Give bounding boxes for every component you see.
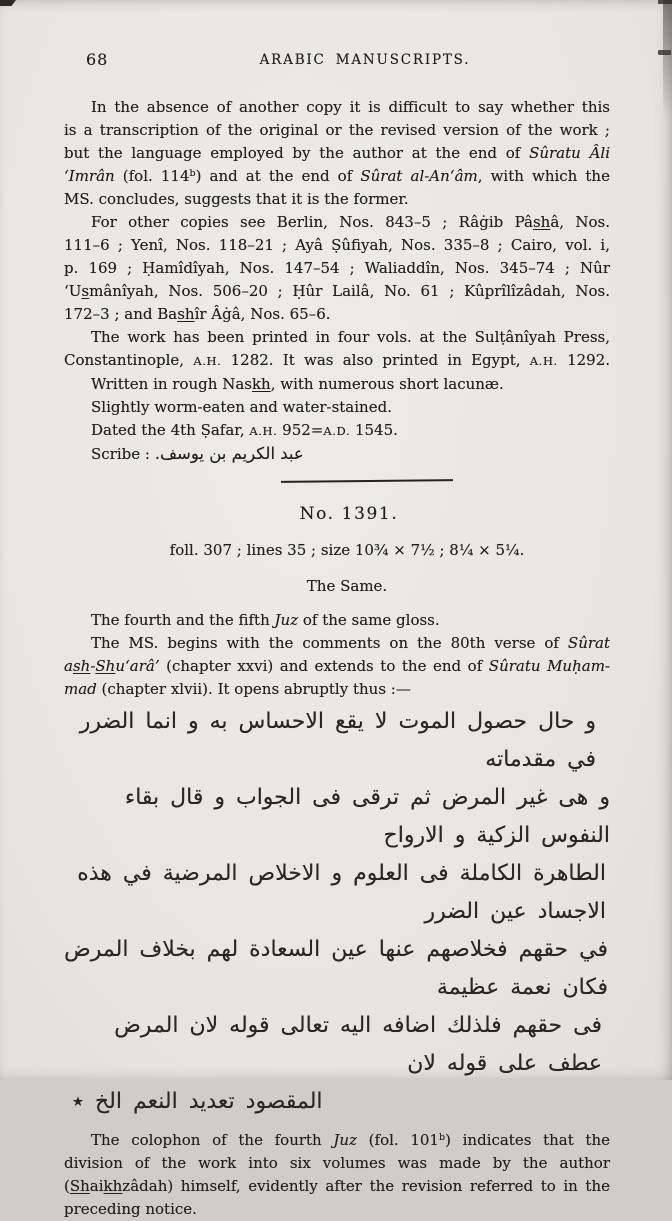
text-segment: ai [89, 1177, 104, 1195]
text-segment: 1545. [350, 421, 398, 439]
text-segment: Juz [274, 611, 299, 629]
text-line [64, 678, 610, 701]
text-line [64, 1175, 610, 1198]
text-segment: 1282. It was also printed in Egypt, [221, 351, 530, 369]
paragraph [64, 396, 610, 419]
text-segment: is a transcription of the original or the revised version of the work ; [64, 121, 610, 139]
text-segment: Sûratu Âli [529, 144, 610, 162]
text-line [64, 188, 610, 211]
paragraph [64, 609, 610, 632]
text-line [64, 142, 610, 165]
text-segment: division of the work into six volumes was made by the author [64, 1154, 610, 1172]
text-segment: but the language employed by the author at the end of [64, 144, 530, 162]
text-segment: The fourth and the fifth [91, 611, 275, 629]
text-segment: a [64, 657, 73, 675]
text-segment: b [438, 1132, 446, 1143]
text-line [64, 1129, 610, 1152]
text-segment: of the same gloss. [298, 611, 440, 629]
text-segment: The colophon of the fourth [91, 1131, 334, 1149]
text-segment: , with which the [477, 167, 610, 185]
text-segment: Sûrat [567, 634, 610, 652]
paragraph [64, 632, 610, 701]
text-segment: kh [103, 1177, 123, 1195]
entry-title: The Same. [306, 577, 388, 595]
running-title: ARABIC MANUSCRIPTS. [259, 52, 471, 68]
text-segment: , with numerous short lacunæ. [270, 375, 504, 393]
arabic-text-line: و حال حصول الموت لا يقع الاحساس به و انما الضرر في مقدماته [79, 709, 596, 772]
text-column [64, 96, 610, 1221]
text-segment: sh [72, 657, 91, 675]
text-segment: 172–3 ; and Ba [64, 305, 178, 323]
text-segment: - [90, 657, 96, 675]
paragraph [64, 443, 610, 466]
text-segment: Juz [333, 1131, 357, 1149]
text-segment: Sûrat al-An‘âm [360, 167, 478, 185]
text-segment: In the absence of another copy it is difficult to say whether this [91, 98, 610, 116]
arabic-inline-text: عبد الكريم بن يوسف. [154, 444, 304, 463]
page-number: 68 [86, 50, 109, 69]
text-segment: zâdah) himself, evidently after the revision referred to in the [122, 1177, 610, 1195]
text-segment: ‘Imrân [64, 167, 115, 185]
text-line [64, 119, 610, 142]
text-segment: (fol. 114 [114, 167, 190, 185]
text-segment: The MS. begins with the comments on the 80th verse of [91, 634, 568, 652]
text-segment: Sh [95, 657, 116, 675]
text-segment: Sûratu Muḥam- [488, 657, 610, 675]
text-segment: A.H. [529, 354, 558, 368]
text-segment: ‘U [64, 282, 82, 300]
scan-artifact-corner [0, 0, 16, 6]
paragraph [64, 373, 610, 396]
text-line [64, 396, 610, 419]
paragraph [64, 419, 610, 443]
text-segment: Scribe : [91, 445, 155, 463]
text-segment: ( [64, 1177, 70, 1195]
arabic-text-line: في حقهم فخلاصهم عنها عين السعادة لهم بخلاف المرض فكان نعمة عظيمة [64, 937, 608, 1000]
text-segment: MS. concludes, suggests that it is the former. [64, 190, 409, 208]
text-segment: For other copies see Berlin, Nos. 843–5 ; Râġib Pâ [91, 213, 533, 231]
text-segment: u‘arâ’ [115, 657, 160, 675]
text-segment: ) and at the end of [195, 167, 361, 185]
arabic-text-line: الطاهرة الكاملة فى العلوم و الاخلاص المرضية في هذه الاجساد عين الضرر [77, 861, 606, 924]
text-line [64, 419, 610, 443]
text-segment: 1292. [557, 351, 611, 369]
text-segment: sh [532, 213, 551, 231]
text-line [64, 1198, 610, 1221]
text-segment: s [81, 282, 90, 300]
text-line [64, 326, 610, 349]
paragraph [64, 211, 610, 326]
arabic-text-line: و هى غير المرض ثم ترقى فى الجواب و قال بقاء النفوس الزكية و الارواح [124, 785, 610, 848]
text-segment: Slightly worm-eaten and water-stained. [91, 398, 392, 416]
text-line [64, 96, 610, 119]
text-segment: sh [177, 305, 195, 323]
text-segment: Dated the 4th Ṣafar, [91, 421, 250, 439]
scan-artifact-corner [658, 0, 672, 4]
text-line [64, 632, 610, 655]
text-line [64, 257, 610, 280]
text-line [64, 373, 610, 396]
text-segment: mad [64, 680, 97, 698]
text-segment: Written in rough Nas [91, 375, 252, 393]
paragraph [64, 96, 610, 211]
arabic-quotation [64, 703, 610, 1121]
text-segment: 111–6 ; Yenî, Nos. 118–21 ; Ayâ Ṣûfiyah, Nos. 335–8 ; Cairo, vol. i, [64, 236, 610, 254]
text-line [64, 303, 610, 326]
text-line [64, 165, 610, 188]
text-segment: A.H. [193, 354, 222, 368]
text-segment: â, Nos. [550, 213, 610, 231]
text-segment: kh [251, 375, 271, 393]
text-segment: A.D. [323, 424, 351, 438]
text-segment: (chapter xxvi) and extends to the end of [159, 657, 489, 675]
text-segment: p. 169 ; Ḥamîdîyah, Nos. 147–54 ; Waliaddîn, Nos. 345–74 ; Nûr [64, 259, 610, 277]
text-line [64, 443, 610, 466]
arabic-text-line: فى حقهم فلذلك اضافه اليه تعالى قوله لان المرض عطف على قوله لان [114, 1013, 602, 1076]
text-segment: (fol. 101 [356, 1131, 439, 1149]
text-line [64, 349, 610, 373]
page-header [64, 50, 610, 70]
text-segment: 952= [277, 421, 324, 439]
text-segment: The work has been printed in four vols. at the Sulṭânîyah Press, [91, 328, 610, 346]
text-segment: preceding notice. [64, 1200, 197, 1218]
text-segment: Constantinople, [64, 351, 194, 369]
text-segment: b [189, 168, 196, 179]
collation-line: foll. 307 ; lines 35 ; size 10¾ × 7½ ; 8¼ × 5¼. [169, 541, 525, 559]
paragraph [64, 1129, 610, 1221]
text-segment: îr Âġâ, Nos. 65–6. [194, 305, 331, 323]
entry-number-heading: No. 1391. [299, 504, 399, 524]
text-segment: A.H. [249, 424, 278, 438]
text-line [64, 609, 610, 632]
text-line [64, 280, 610, 303]
scan-artifact-dash [658, 50, 671, 55]
text-line [64, 655, 610, 678]
text-segment: ) indicates that the [445, 1131, 610, 1149]
text-segment: Sh [69, 1177, 90, 1195]
text-line [64, 211, 610, 234]
text-segment: mânîyah, Nos. 506–20 ; Ḥûr Lailâ, No. 61 ; Kûprîlîzâdah, Nos. [89, 282, 610, 300]
text-line [64, 1152, 610, 1175]
paragraph [64, 326, 610, 373]
text-line [64, 234, 610, 257]
arabic-text-line: المقصود تعديد النعم الخ ٭ [72, 1089, 323, 1114]
text-segment: (chapter xlvii). It opens abruptly thus :— [96, 680, 411, 698]
section-divider [281, 479, 453, 483]
scan-artifact-edge-shadow [663, 0, 672, 118]
